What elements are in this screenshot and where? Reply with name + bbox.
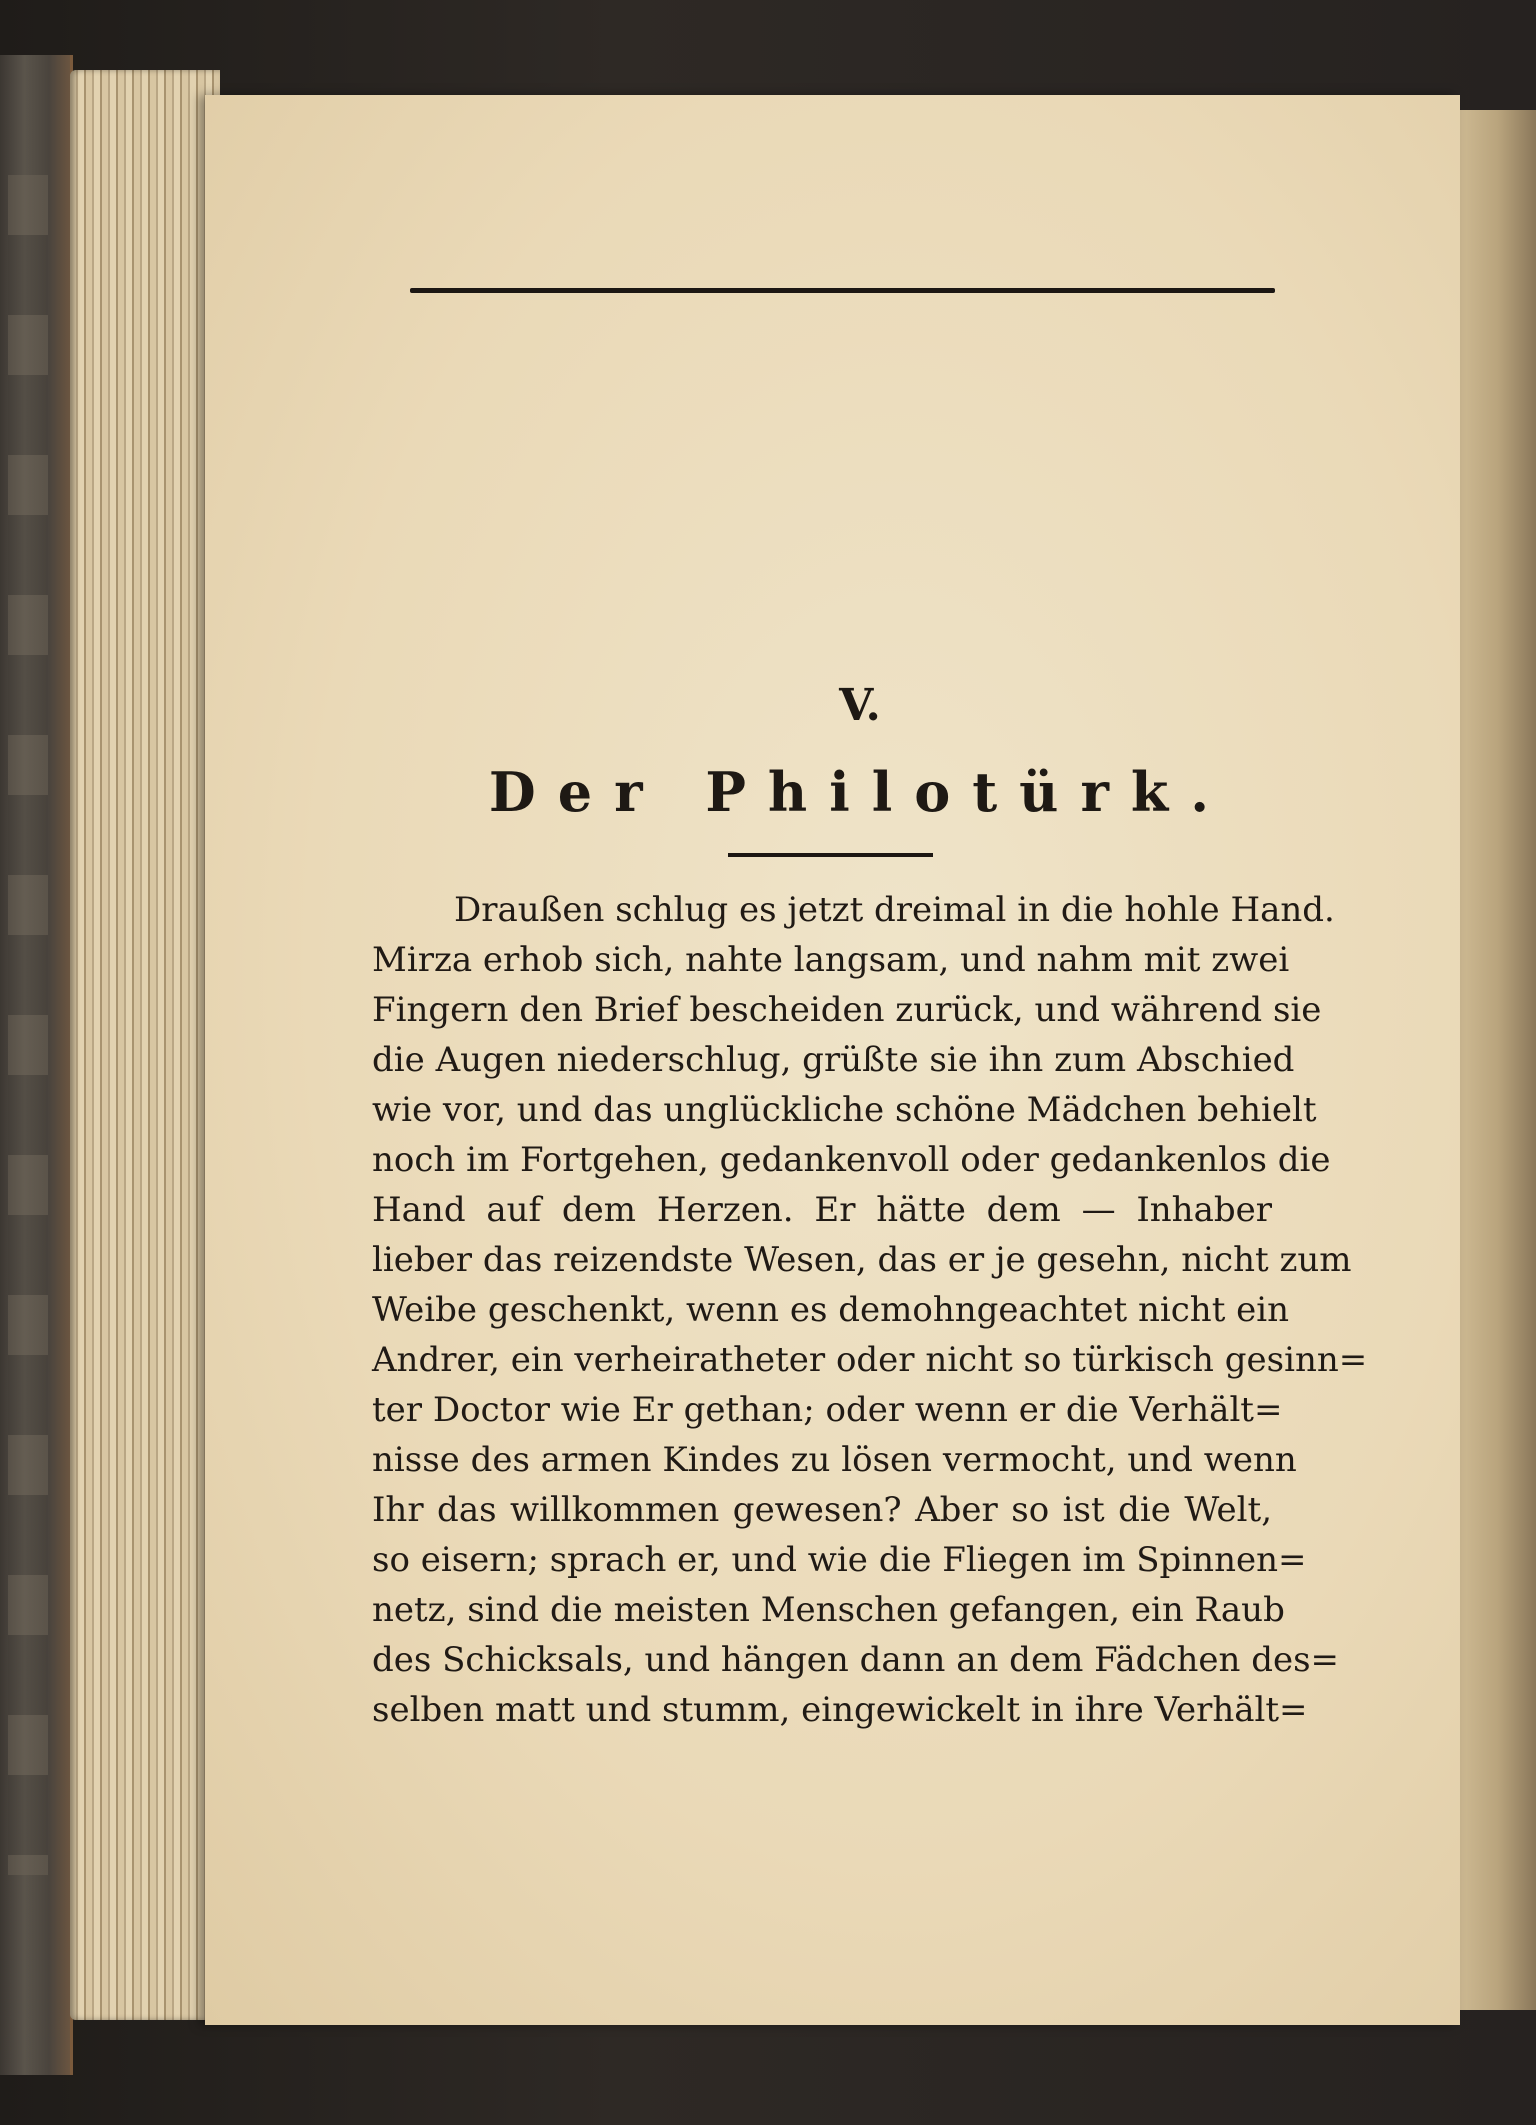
text-line: nisse des armen Kindes zu lösen vermocht, und wenn [372,1440,1297,1480]
text-line: Ihr das willkommen gewesen? Aber so ist die Welt, [372,1490,1272,1530]
text-line: noch im Fortgehen, gedankenvoll oder gedankenlos die [372,1140,1331,1180]
text-line: Mirza erhob sich, nahte langsam, und nahm mit zwei [372,940,1290,980]
text-line: Draußen schlug es jetzt dreimal in die hohle Hand. [454,890,1335,930]
title-underline-rule [728,853,933,857]
text-line: die Augen niederschlug, grüßte sie ihn zum Abschied [372,1040,1295,1080]
page-edges [70,70,220,2020]
facing-page-edge [1460,110,1536,2010]
text-line: Fingern den Brief bescheiden zurück, und während sie [372,990,1322,1030]
text-line: ter Doctor wie Er gethan; oder wenn er die Verhält= [372,1390,1283,1430]
text-line: netz, sind die meisten Menschen gefangen, ein Raub [372,1590,1285,1630]
book-cover-spine [0,55,73,2075]
text-line: so eisern; sprach er, und wie die Fliegen im Spinnen= [372,1540,1307,1580]
chapter-number: V. [839,680,881,731]
text-line: des Schicksals, und hängen dann an dem Fädchen des= [372,1640,1340,1680]
text-line: lieber das reizendste Wesen, das er je gesehn, nicht zum [372,1240,1352,1280]
cover-wear [8,175,48,1875]
top-rule [410,288,1275,293]
text-line: Hand auf dem Herzen. Er hätte dem — Inhaber [372,1190,1272,1230]
chapter-title: Der Philotürk. [488,760,1232,824]
text-line: selben matt und stumm, eingewickelt in ihre Verhält= [372,1690,1308,1730]
text-line: Weibe geschenkt, wenn es demohngeachtet nicht ein [372,1290,1290,1330]
text-line: Andrer, ein verheiratheter oder nicht so türkisch gesinn= [372,1340,1368,1380]
text-line: wie vor, und das unglückliche schöne Mädchen behielt [372,1090,1317,1130]
body-text [372,885,1368,1735]
